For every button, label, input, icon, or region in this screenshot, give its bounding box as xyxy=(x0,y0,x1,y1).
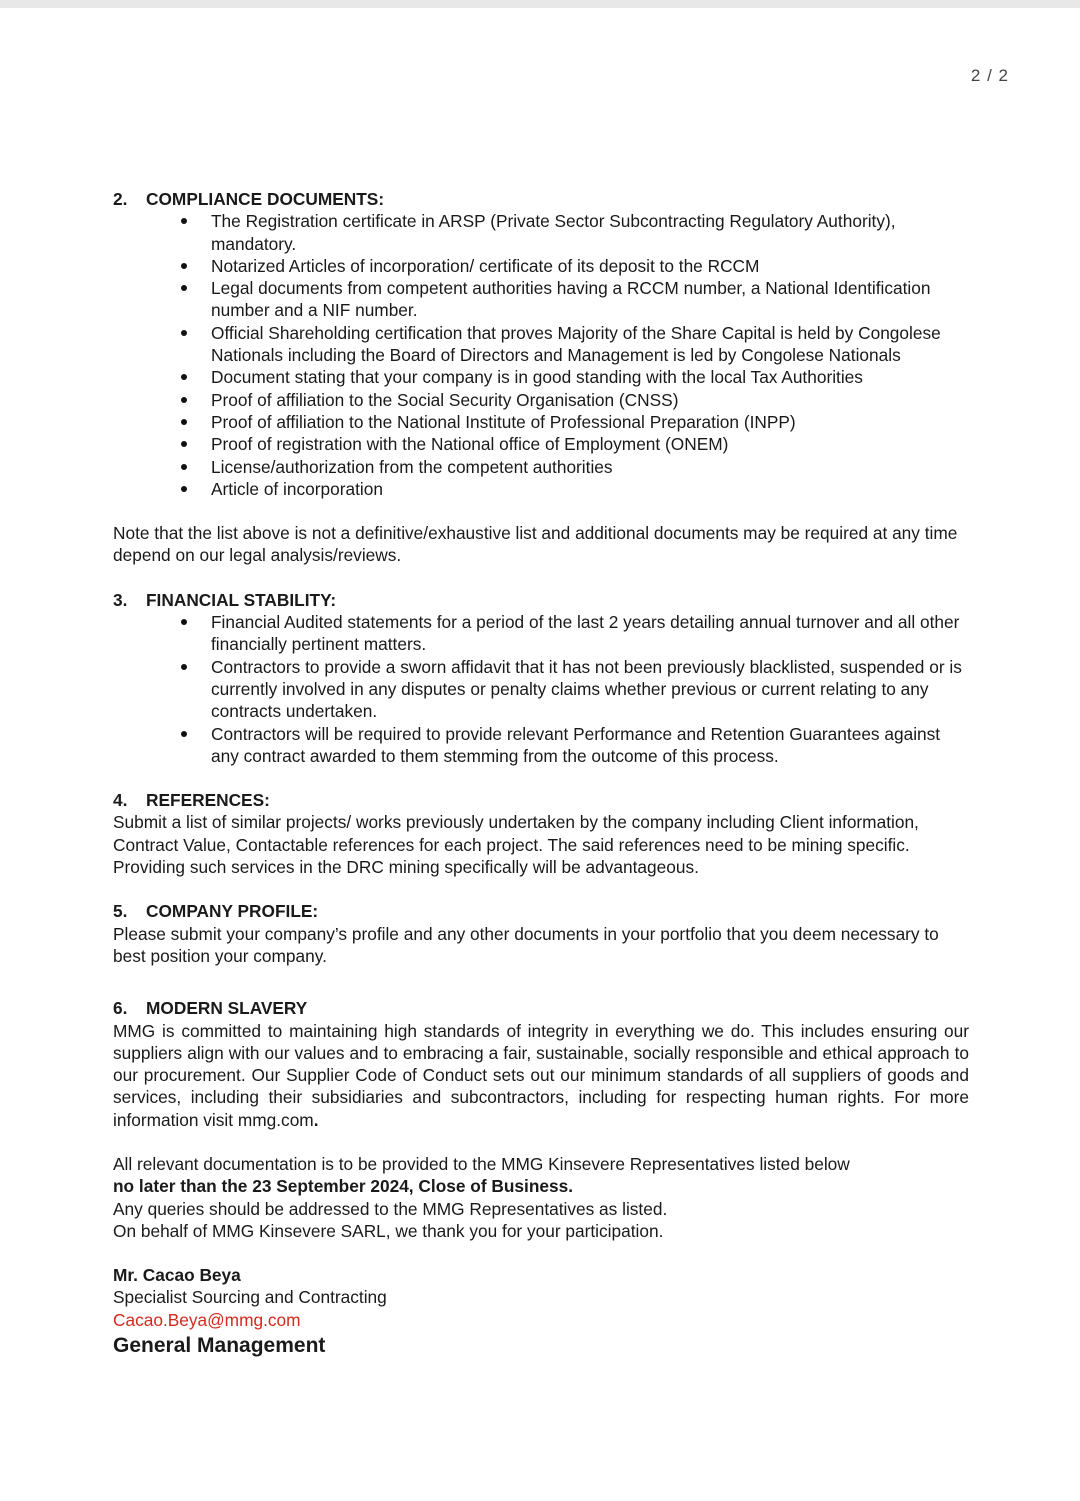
document-body xyxy=(113,188,969,1361)
list-item: Notarized Articles of incorporation/ certificate of its deposit to the RCCM xyxy=(211,255,969,277)
closing-line1: All relevant documentation is to be provided to the MMG Kinsevere Representatives listed below xyxy=(113,1153,850,1174)
list-item: Official Shareholding certification that proves Majority of the Share Capital is held by Congolese Nationals including the Board of Directors and Management is led by Congolese Nationals xyxy=(211,322,969,367)
section-number: 3. xyxy=(113,589,128,610)
list-item: Contractors will be required to provide relevant Performance and Retention Guarantees against any contract awarded to them stemming from the outcome of this process. xyxy=(211,723,969,768)
section-number: 2. xyxy=(113,189,128,209)
top-bar xyxy=(0,0,1080,8)
section-number: 4. xyxy=(113,790,128,811)
compliance-note: Note that the list above is not a definitive/exhaustive list and additional documents may be required at any time depend on our legal analysis/reviews. xyxy=(113,523,958,566)
section-title: COMPLIANCE DOCUMENTS: xyxy=(146,189,385,209)
list-item: Legal documents from competent authorities having a RCCM number, a National Identification number and a NIF number. xyxy=(211,277,969,322)
financial-list xyxy=(113,611,969,767)
list-item: License/authorization from the competent authorities xyxy=(211,456,969,478)
slavery-body: MMG is committed to maintaining high standards of integrity in everything we do. This includes ensuring our suppliers align with our values and to embracing a fair, sustainable, socially responsible and ethical approach to our procurement. Our Supplier Code of Conduct sets out our minimum standards of all suppliers of goods and services, including their subsidiaries and subcontractors, including for respecting human rights. For more information visit mmg.com xyxy=(113,1020,969,1130)
section-financial-heading xyxy=(113,589,969,611)
list-item: Contractors to provide a sworn affidavit that it has not been previously blacklisted, suspended or is currently involved in any disputes or penalty claims whether previous or current relating to any contracts undertaken. xyxy=(211,656,969,723)
closing-line3: On behalf of MMG Kinsevere SARL, we thank you for your participation. xyxy=(113,1220,664,1241)
section-title: MODERN SLAVERY xyxy=(146,998,308,1019)
signatory-name: Mr. Cacao Beya xyxy=(113,1265,241,1286)
list-item: Proof of affiliation to the Social Security Organisation (CNSS) xyxy=(211,389,969,411)
section-title: FINANCIAL STABILITY: xyxy=(146,589,337,610)
section-compliance-heading xyxy=(113,188,969,210)
list-item: Proof of registration with the National office of Employment (ONEM) xyxy=(211,433,969,455)
signatory-email-link[interactable]: Cacao.Beya@mmg.com xyxy=(113,1309,301,1330)
closing-line2: Any queries should be addressed to the MMG Representatives as listed. xyxy=(113,1198,668,1219)
slavery-end-mark: . xyxy=(313,1109,319,1130)
section-number: 6. xyxy=(113,998,128,1019)
section-title: REFERENCES: xyxy=(146,790,270,811)
list-item: The Registration certificate in ARSP (Private Sector Subcontracting Regulatory Authority), mandatory. xyxy=(211,210,969,255)
section-references-heading xyxy=(113,789,969,811)
page-number: 2 / 2 xyxy=(970,66,1009,85)
slavery-text xyxy=(113,1020,969,1131)
section-profile-heading xyxy=(113,900,969,922)
profile-text: Please submit your company’s profile and any other documents in your portfolio that you deem necessary to best position your company. xyxy=(113,923,939,966)
section-slavery-heading xyxy=(113,997,969,1019)
list-item: Document stating that your company is in good standing with the local Tax Authorities xyxy=(211,366,969,388)
references-text: Submit a list of similar projects/ works previously undertaken by the company including Client information, Contract Value, Contactable references for each project. The said references need to be mining specific. Providing such services in the DRC mining specifically will be advantageous. xyxy=(113,812,919,878)
department-title: General Management xyxy=(113,1334,326,1358)
list-item: Financial Audited statements for a period of the last 2 years detailing annual turnover and all other financially pertinent matters. xyxy=(211,611,969,656)
compliance-list xyxy=(113,210,969,500)
closing-deadline: no later than the 23 September 2024, Close of Business. xyxy=(113,1176,574,1197)
list-item: Article of incorporation xyxy=(211,478,969,500)
list-item: Proof of affiliation to the National Institute of Professional Preparation (INPP) xyxy=(211,411,969,433)
section-title: COMPANY PROFILE: xyxy=(146,901,319,922)
section-number: 5. xyxy=(113,901,128,922)
signatory-role: Specialist Sourcing and Contracting xyxy=(113,1287,387,1308)
